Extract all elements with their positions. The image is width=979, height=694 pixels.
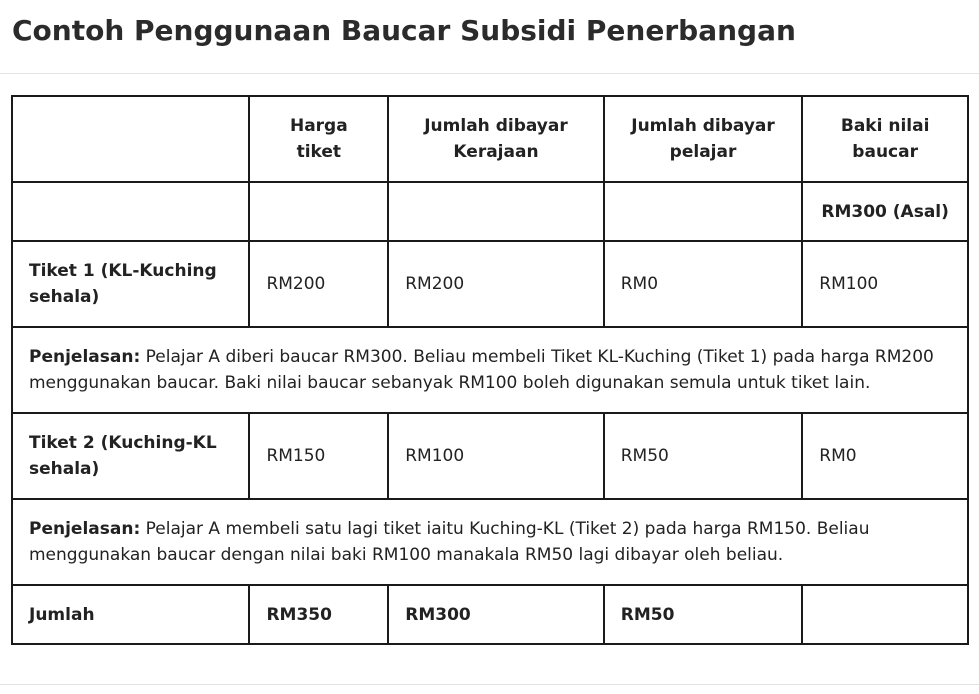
initial-row-gov-paid	[388, 182, 604, 241]
total-gov-paid: RM300	[388, 585, 604, 644]
table-row-initial-balance	[12, 182, 968, 241]
header-cell-government-paid: Jumlah dibayar Kerajaan	[388, 96, 604, 182]
ticket-2-student-paid: RM50	[604, 413, 803, 499]
explanation-2-text: Pelajar A membeli satu lagi tiket iaitu Kuching-KL (Tiket 2) pada harga RM150. Beliau menggunakan baucar dengan nilai baki RM100 manakala RM50 lagi dibayar oleh beliau.	[29, 519, 870, 565]
ticket-2-gov-paid: RM100	[388, 413, 604, 499]
header-cell-ticket-price: Harga tiket	[249, 96, 388, 182]
total-balance	[802, 585, 968, 644]
header-cell-student-paid: Jumlah dibayar pelajar	[604, 96, 803, 182]
table-row-ticket-1	[12, 241, 968, 327]
explanation-2-label: Penjelasan:	[29, 519, 141, 539]
ticket-1-balance: RM100	[802, 241, 968, 327]
initial-voucher-balance: RM300 (Asal)	[802, 182, 968, 241]
ticket-2-label: Tiket 2 (Kuching-KL sehala)	[12, 413, 249, 499]
table-header-row	[12, 96, 968, 182]
explanation-1-text: Pelajar A diberi baucar RM300. Beliau membeli Tiket KL-Kuching (Tiket 1) pada harga RM200 menggunakan baucar. Baki nilai baucar sebanyak RM100 boleh digunakan semula untuk tiket lain.	[29, 347, 934, 393]
initial-row-price	[249, 182, 388, 241]
ticket-2-price: RM150	[249, 413, 388, 499]
table-row-explanation-2	[12, 499, 968, 585]
explanation-2-cell	[12, 499, 968, 585]
voucher-table-container	[11, 95, 969, 645]
explanation-1-label: Penjelasan:	[29, 347, 141, 367]
ticket-1-label: Tiket 1 (KL-Kuching sehala)	[12, 241, 249, 327]
header-cell-blank	[12, 96, 249, 182]
initial-row-student-paid	[604, 182, 803, 241]
page-header	[0, 0, 979, 74]
total-label: Jumlah	[12, 585, 249, 644]
table-row-ticket-2	[12, 413, 968, 499]
ticket-1-student-paid: RM0	[604, 241, 803, 327]
explanation-1-cell	[12, 327, 968, 413]
page-title: Contoh Penggunaan Baucar Subsidi Penerbangan	[12, 14, 796, 47]
ticket-2-balance: RM0	[802, 413, 968, 499]
ticket-1-gov-paid: RM200	[388, 241, 604, 327]
bottom-divider	[0, 684, 979, 685]
initial-row-label	[12, 182, 249, 241]
table-row-total	[12, 585, 968, 644]
total-student-paid: RM50	[604, 585, 803, 644]
voucher-example-table	[11, 95, 969, 645]
header-cell-voucher-balance: Baki nilai baucar	[802, 96, 968, 182]
total-price: RM350	[249, 585, 388, 644]
table-row-explanation-1	[12, 327, 968, 413]
ticket-1-price: RM200	[249, 241, 388, 327]
